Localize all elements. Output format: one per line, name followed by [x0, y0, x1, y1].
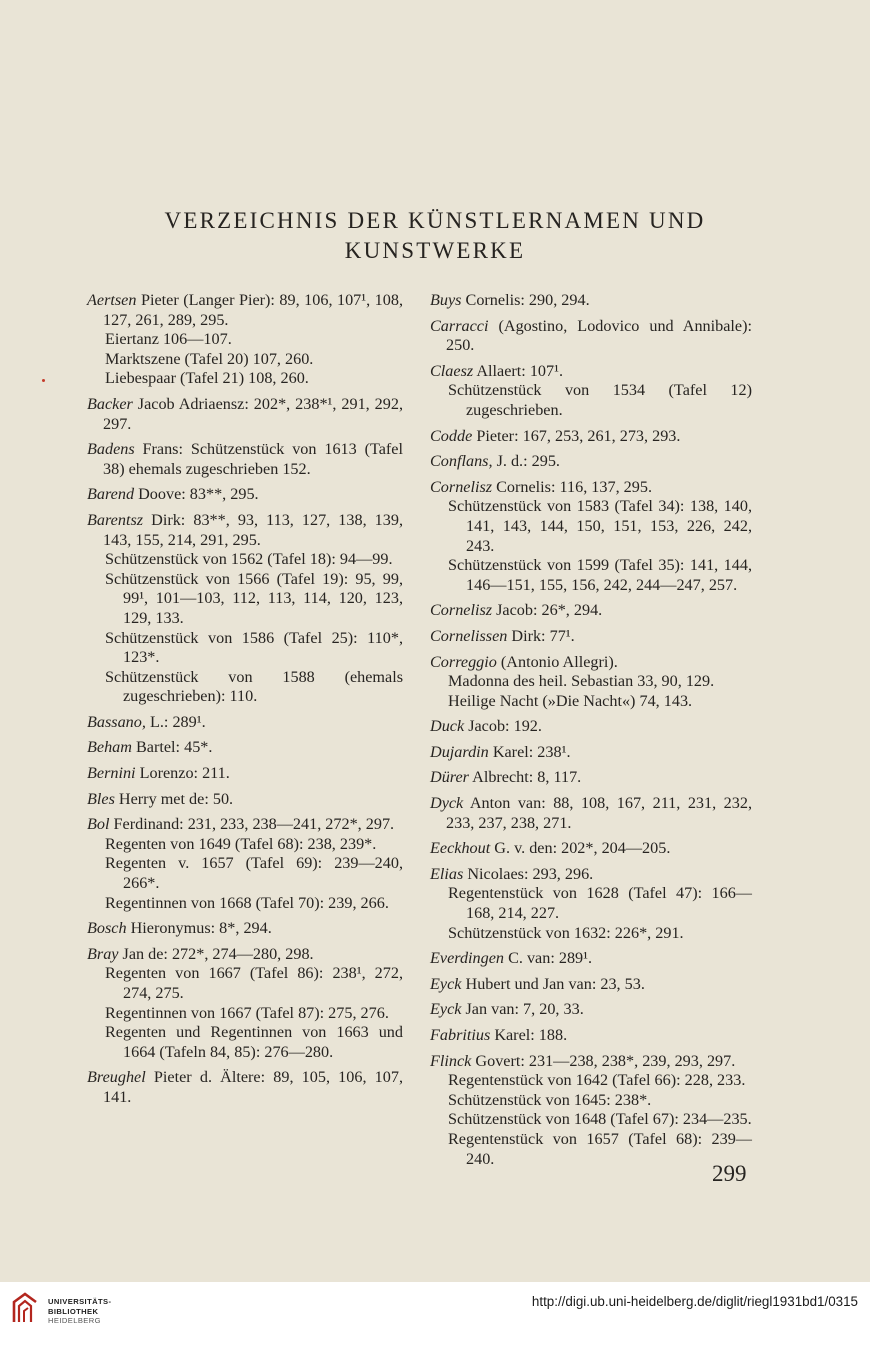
- index-entry: [430, 427, 752, 447]
- index-entry: [87, 1068, 403, 1107]
- entry-text: Schützenstück von 1648 (Tafel 67): 234—235.: [448, 1110, 752, 1129]
- index-subentry: [430, 1130, 752, 1169]
- entry-text: (Agostino, Lodovico und Annibale): 250.: [446, 316, 753, 355]
- entry-text: Schützenstück von 1583 (Tafel 34): 138, 140, 141, 143, 144, 150, 151, 153, 226, 242, 243.: [448, 497, 752, 555]
- entry-text: Anton van: 88, 108, 167, 211, 231, 232, 233, 237, 238, 271.: [446, 794, 752, 832]
- entry-text: Schützenstück von 1588 (ehemals zugeschrieben): 110.: [105, 667, 403, 706]
- entry-text: Schützenstück von 1645: 238*.: [448, 1090, 652, 1109]
- artist-name: Dyck: [430, 794, 464, 813]
- index-subentry: [87, 964, 403, 1003]
- index-entry: [87, 713, 403, 733]
- artist-name: Elias: [430, 864, 464, 883]
- artist-name: Dujardin: [430, 742, 489, 761]
- index-subentry: [87, 894, 403, 914]
- index-entry: [87, 945, 403, 965]
- entry-text: Albrecht: 8, 117.: [472, 768, 582, 787]
- index-subentry: [87, 1023, 403, 1062]
- entry-text: Schützenstück von 1534 (Tafel 12) zugeschrieben.: [448, 381, 752, 419]
- index-entry: [430, 794, 752, 833]
- entry-text: J. d.: 295.: [496, 452, 560, 471]
- artist-name: Badens: [87, 440, 135, 459]
- index-subentry: [87, 570, 403, 629]
- artist-name: Backer: [87, 394, 133, 413]
- index-subentry: [87, 1004, 403, 1024]
- entry-text: Eiertanz 106—107.: [105, 330, 232, 349]
- entry-text: Schützenstück von 1566 (Tafel 19): 95, 99, 99¹, 101—103, 112, 113, 114, 120, 123, 129, 133.: [105, 569, 403, 627]
- entry-text: L.: 289¹.: [149, 712, 206, 731]
- index-subentry: [430, 1110, 752, 1130]
- index-entry: [430, 743, 752, 763]
- entry-text: Cornelis: 116, 137, 295.: [496, 477, 653, 496]
- entry-text: Jacob: 192.: [468, 717, 542, 736]
- entry-text: Heilige Nacht (»Die Nacht«) 74, 143.: [448, 691, 693, 710]
- entry-text: Doove: 83**, 295.: [138, 485, 259, 504]
- index-subentry: [430, 497, 752, 556]
- index-entry: [430, 1026, 752, 1046]
- entry-text: Schützenstück von 1586 (Tafel 25): 110*, 123*.: [105, 628, 403, 667]
- artist-name: Everdingen: [430, 949, 505, 968]
- library-name-line-3: HEIDELBERG: [48, 1316, 101, 1326]
- artist-name: Eeckhout: [430, 839, 491, 858]
- page-title: [0, 206, 870, 266]
- title-line-1: VERZEICHNIS DER KÜNSTLERNAMEN UND: [164, 208, 706, 233]
- index-entry: [430, 1052, 752, 1072]
- entry-text: Govert: 231—238, 238*, 239, 293, 297.: [475, 1051, 736, 1070]
- entry-text: Regentinnen von 1667 (Tafel 87): 275, 276.: [105, 1003, 389, 1022]
- entry-text: Regentenstück von 1642 (Tafel 66): 228, 233.: [448, 1071, 746, 1090]
- artist-name: Claesz: [430, 361, 474, 380]
- artist-name: Fabritius: [430, 1026, 491, 1044]
- footer-bar: [0, 1282, 870, 1345]
- index-entry: [430, 839, 752, 859]
- library-name: [48, 1297, 111, 1326]
- artist-name: Aertsen: [87, 291, 137, 309]
- entry-text: C. van: 289¹.: [508, 949, 593, 968]
- entry-text: Jacob Adriaensz: 202*, 238*¹, 291, 292, 297.: [103, 394, 403, 433]
- index-subentry: [430, 381, 752, 420]
- index-entry: [430, 317, 752, 356]
- entry-text: Liebespaar (Tafel 21) 108, 260.: [105, 369, 309, 388]
- artist-name: Eyck: [430, 1000, 462, 1019]
- title-line-2: KUNSTWERKE: [344, 238, 526, 263]
- entry-text: Pieter: 167, 253, 261, 273, 293.: [476, 426, 681, 445]
- index-subentry: [87, 854, 403, 893]
- entry-text: Lorenzo: 211.: [139, 764, 230, 783]
- artist-name: Bles: [87, 789, 115, 808]
- index-entry: [87, 485, 403, 505]
- artist-name: Bassano,: [87, 712, 146, 731]
- artist-name: Dürer: [430, 768, 469, 787]
- index-entry: [430, 975, 752, 995]
- entry-text: Regenten v. 1657 (Tafel 69): 239—240, 266*.: [105, 854, 403, 893]
- artist-name: Bosch: [87, 919, 127, 938]
- index-subentry: [87, 550, 403, 570]
- artist-name: Cornelisz: [430, 477, 493, 496]
- entry-text: G. v. den: 202*, 204—205.: [494, 839, 671, 858]
- left-index-column: [87, 291, 403, 1108]
- artist-name: Correggio: [430, 652, 497, 671]
- artist-name: Cornelissen: [430, 626, 508, 645]
- entry-text: Regentinnen von 1668 (Tafel 70): 239, 266.: [105, 893, 389, 912]
- entry-text: Jan van: 7, 20, 33.: [465, 1000, 584, 1019]
- entry-text: Regentenstück von 1628 (Tafel 47): 166—168, 214, 227.: [448, 884, 752, 923]
- index-entry: [430, 478, 752, 498]
- entry-text: Hubert und Jan van: 23, 53.: [465, 974, 645, 993]
- index-subentry: [430, 672, 752, 692]
- ink-dot: [42, 379, 45, 382]
- entry-text: Jan de: 272*, 274—280, 298.: [122, 944, 314, 963]
- index-entry: [430, 949, 752, 969]
- artist-name: Flinck: [430, 1051, 472, 1070]
- right-index-column: [430, 291, 752, 1169]
- entry-text: Regenten und Regentinnen von 1663 und 1664 (Tafeln 84, 85): 276—280.: [105, 1023, 403, 1061]
- index-subentry: [87, 330, 403, 350]
- entry-text: Schützenstück von 1632: 226*, 291.: [448, 923, 684, 942]
- index-subentry: [87, 835, 403, 855]
- index-entry: [430, 362, 752, 382]
- artist-name: Codde: [430, 426, 473, 445]
- page-number: 299: [712, 1161, 747, 1186]
- index-entry: [87, 738, 403, 758]
- library-name-line-2: BIBLIOTHEK: [48, 1306, 99, 1316]
- entry-text: Pieter (Langer Pier): 89, 106, 107¹, 108, 127, 261, 289, 295.: [103, 291, 404, 329]
- index-subentry: [430, 556, 752, 595]
- entry-text: Regentenstück von 1657 (Tafel 68): 239—240.: [448, 1129, 752, 1168]
- entry-text: Allaert: 107¹.: [476, 361, 564, 380]
- entry-text: Karel: 238¹.: [492, 742, 571, 761]
- index-entry: [430, 452, 752, 472]
- artist-name: Bray: [87, 944, 119, 963]
- index-subentry: [430, 884, 752, 923]
- artist-name: Duck: [430, 717, 465, 736]
- entry-text: Hieronymus: 8*, 294.: [130, 919, 272, 938]
- entry-text: Schützenstück von 1562 (Tafel 18): 94—99.: [105, 550, 393, 569]
- index-entry: [87, 919, 403, 939]
- entry-text: Herry met de: 50.: [118, 789, 234, 808]
- artist-name: Cornelisz: [430, 601, 493, 620]
- entry-text: Dirk: 83**, 93, 113, 127, 138, 139, 143, 155, 214, 291, 295.: [103, 510, 403, 549]
- index-subentry: [430, 692, 752, 712]
- index-entry: [430, 768, 752, 788]
- artist-name: Breughel: [87, 1068, 146, 1087]
- artist-name: Eyck: [430, 974, 462, 993]
- index-entry: [430, 627, 752, 647]
- artist-name: Beham: [87, 738, 132, 757]
- entry-text: Frans: Schützenstück von 1613 (Tafel 38) ehemals zugeschrieben 152.: [103, 440, 403, 478]
- entry-text: Nicolaes: 293, 296.: [467, 864, 594, 883]
- index-entry: [430, 1000, 752, 1020]
- entry-text: Cornelis: 290, 294.: [465, 291, 590, 309]
- entry-text: Jacob: 26*, 294.: [496, 601, 603, 620]
- entry-text: (Antonio Allegri).: [500, 652, 618, 671]
- index-entry: [87, 764, 403, 784]
- index-entry: [87, 790, 403, 810]
- index-entry: [87, 815, 403, 835]
- artist-name: Carracci: [430, 316, 489, 335]
- entry-text: Marktszene (Tafel 20) 107, 260.: [105, 349, 314, 368]
- entry-text: Schützenstück von 1599 (Tafel 35): 141, 144, 146—151, 155, 156, 242, 244—247, 257.: [448, 556, 752, 594]
- artist-name: Buys: [430, 291, 462, 309]
- index-subentry: [87, 369, 403, 389]
- artist-name: Conflans,: [430, 452, 493, 471]
- index-entry: [87, 440, 403, 479]
- index-entry: [87, 511, 403, 550]
- index-entry: [430, 653, 752, 673]
- entry-text: Dirk: 77¹.: [511, 626, 575, 645]
- entry-text: Madonna des heil. Sebastian 33, 90, 129.: [448, 672, 715, 691]
- index-entry: [87, 291, 403, 330]
- index-subentry: [87, 350, 403, 370]
- artist-name: Bernini: [87, 764, 136, 783]
- entry-text: Pieter d. Ältere: 89, 105, 106, 107, 141.: [103, 1068, 403, 1106]
- library-logo-icon: [10, 1292, 40, 1326]
- artist-name: Barentsz: [87, 510, 144, 529]
- entry-text: Regenten von 1667 (Tafel 86): 238¹, 272, 274, 275.: [105, 964, 403, 1002]
- index-entry: [430, 865, 752, 885]
- index-subentry: [87, 668, 403, 707]
- index-entry: [87, 395, 403, 434]
- artist-name: Barend: [87, 485, 135, 504]
- index-subentry: [430, 1071, 752, 1091]
- entry-text: Karel: 188.: [494, 1026, 568, 1044]
- entry-text: Bartel: 45*.: [136, 738, 213, 757]
- artist-name: Bol: [87, 815, 110, 834]
- entry-text: Ferdinand: 231, 233, 238—241, 272*, 297.: [113, 815, 395, 834]
- index-subentry: [430, 924, 752, 944]
- library-name-line-1: UNIVERSITÄTS-: [48, 1297, 112, 1306]
- source-url-link[interactable]: http://digi.ub.uni-heidelberg.de/diglit/riegl1931bd1/0315: [531, 1294, 858, 1309]
- entry-text: Regenten von 1649 (Tafel 68): 238, 239*.: [105, 834, 377, 853]
- index-entry: [430, 717, 752, 737]
- index-entry: [430, 291, 752, 311]
- index-subentry: [430, 1091, 752, 1111]
- index-entry: [430, 601, 752, 621]
- index-subentry: [87, 629, 403, 668]
